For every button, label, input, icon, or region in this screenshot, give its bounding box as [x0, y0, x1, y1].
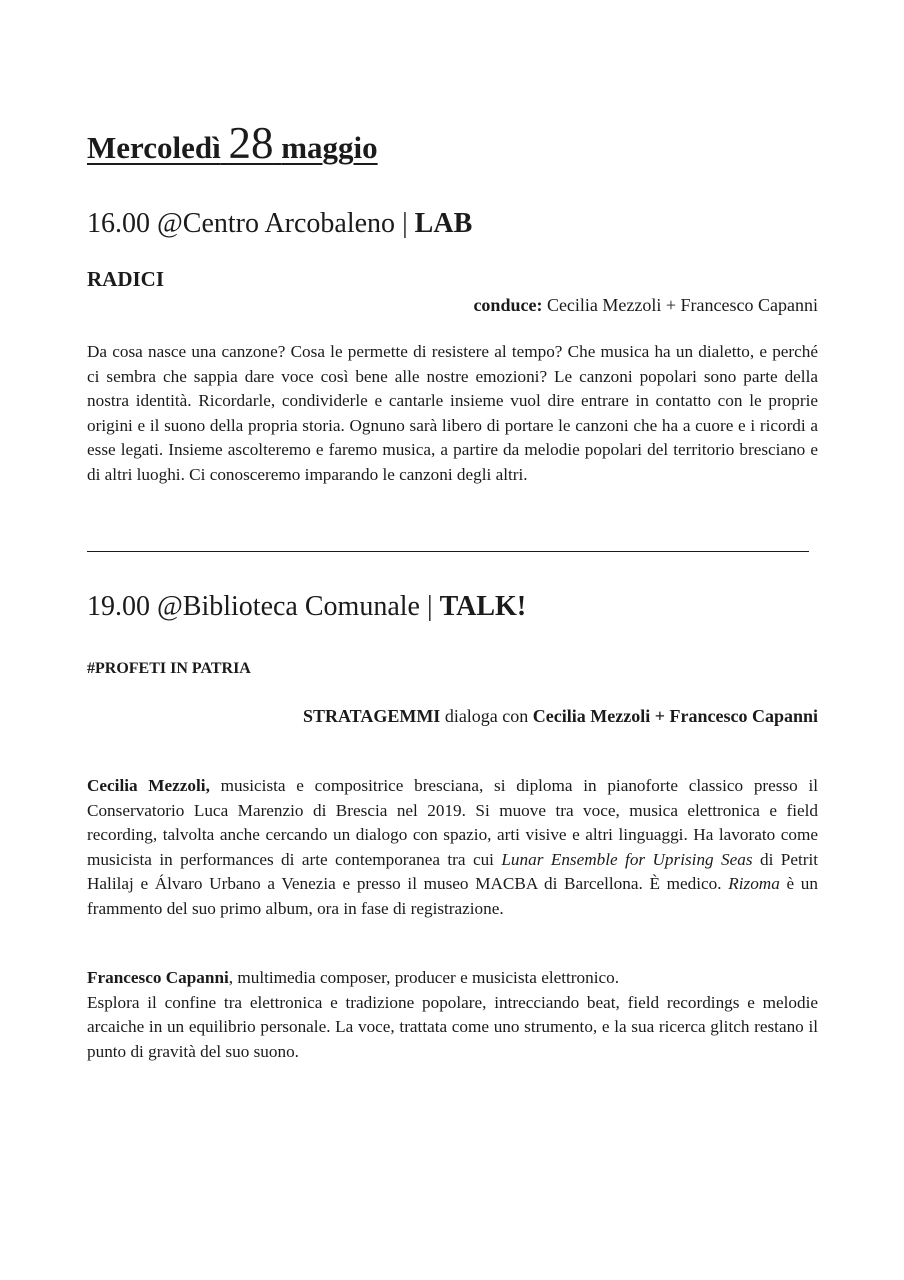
bio-2-text-a: , multimedia composer, producer e musicista elettronico. — [228, 968, 620, 987]
day-number: 28 — [228, 118, 274, 168]
event-2-kind: TALK! — [439, 591, 527, 622]
bio-cecilia-mezzoli — [87, 774, 818, 921]
weekday: Mercoledì — [87, 130, 221, 165]
event-2-separator: | — [426, 591, 433, 622]
event-1-venue: @Centro Arcobaleno — [157, 208, 396, 239]
event-2-credit-mid: dialoga con — [444, 706, 529, 726]
event-1-time: 16.00 — [87, 208, 150, 239]
bio-2-name: Francesco Capanni — [87, 968, 229, 987]
event-2-time: 19.00 — [87, 591, 150, 622]
bio-2-text-b: Esplora il confine tra elettronica e tradizione popolare, intrecciando beat, field recordings e melodie arcaiche in un equilibrio personale. La voce, trattata come uno strumento, e la sua ricerca glitch restano il punto di gravità del suo suono. — [87, 992, 818, 1061]
event-2-title: #PROFETI IN PATRIA — [87, 660, 251, 677]
event-2-credit-names: Cecilia Mezzoli + Francesco Capanni — [532, 706, 818, 726]
event-1-description: Da cosa nasce una canzone? Cosa le permette di resistere al tempo? Che musica ha un dialetto, e perché ci sembra che sappia dare voce così bene alle nostre emozioni? Le canzoni popolari sono parte della nostra identità. Ricordarle, condividerle e cantarle insieme vuol dire entrare in contatto con le proprie origini e il suono della propria storia. Ognuno sarà libero di portare le canzoni che ha a cuore e i ricordi a esse legati. Insieme ascolteremo e faremo musica, a partire da melodie popolari del territorio bresciano e di altri luoghi. Ci conosceremo imparando le canzoni degli altri. — [87, 342, 818, 484]
event-2-header — [87, 590, 526, 624]
event-2-credit — [303, 703, 818, 729]
event-1-credit-label: conduce: — [473, 295, 543, 315]
bio-1-text-b: di Petrit Halilaj e Álvaro Urbano a Venezia e presso il museo MACBA di Barcellona. È medico. — [87, 849, 819, 893]
bio-1-name: Cecilia Mezzoli, — [87, 776, 210, 795]
bio-1-work-1: Lunar Ensemble for Uprising Seas — [501, 849, 753, 869]
event-1-header — [87, 207, 472, 241]
bio-2-first-line — [87, 966, 818, 991]
bio-1-text-c: è un frammento del suo primo album, ora in fase di registrazione. — [87, 874, 818, 918]
section-divider — [87, 551, 809, 552]
event-1-title: RADICI — [87, 267, 165, 291]
event-1-separator: | — [402, 208, 408, 239]
event-1-credit-names: Cecilia Mezzoli + Francesco Capanni — [546, 295, 818, 315]
bio-1-text-a: musicista e compositrice bresciana, si diploma in pianoforte classico presso il Conservatorio Luca Marenzio di Brescia nel 2019. Si muove tra voce, musica elettronica e field recording, talvolta anche cercando un dialogo con spazio, arti visive e altri linguaggi. Ha lavorato come musicista in performances di arte contemporanea tra cui — [87, 776, 819, 869]
event-2-venue: @Biblioteca Comunale — [157, 591, 420, 622]
bio-1-work-2: Rizoma — [728, 874, 780, 893]
day-heading — [87, 118, 378, 173]
bio-francesco-capanni — [87, 966, 818, 1064]
event-1-kind: LAB — [414, 208, 473, 239]
month: maggio — [281, 130, 378, 165]
event-1-credit — [473, 292, 818, 318]
event-2-credit-group: STRATAGEMMI — [302, 706, 441, 726]
